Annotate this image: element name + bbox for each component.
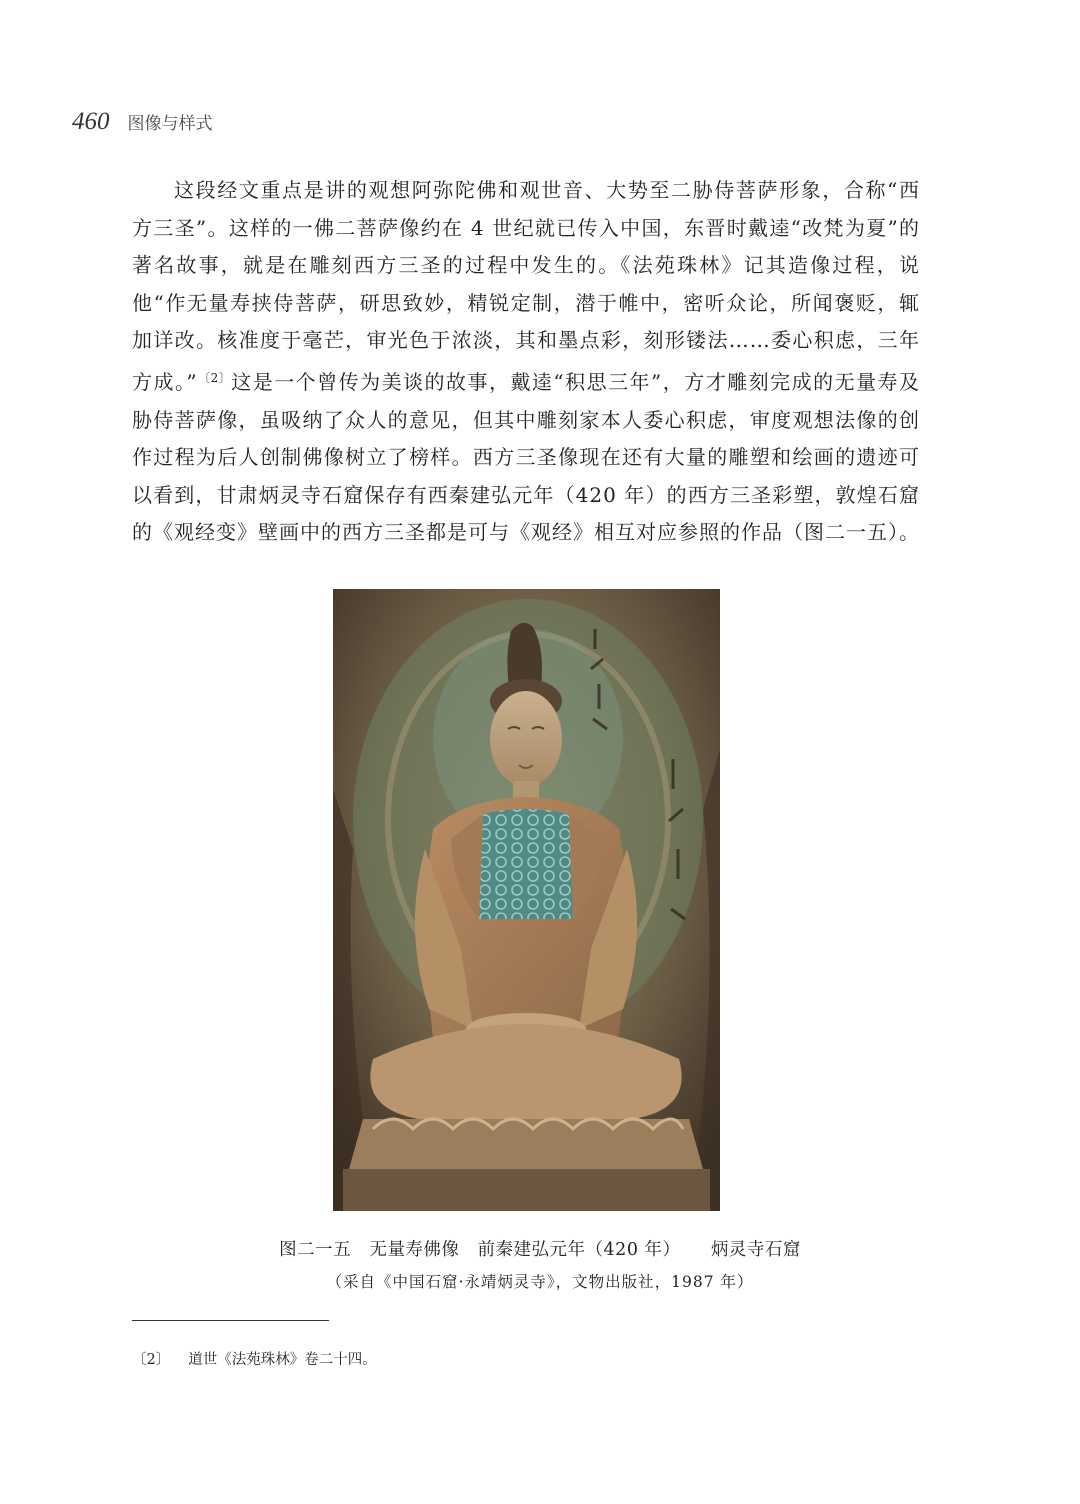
footnote-text: 道世《法苑珠林》卷二十四。 <box>188 1352 377 1368</box>
caption-number: 图二一五 <box>279 1240 352 1260</box>
body-text <box>132 172 920 552</box>
footnote-divider <box>132 1320 329 1321</box>
footnote-reference[interactable]: 〔2〕 <box>197 370 232 385</box>
paragraph-text: 这段经文重点是讲的观想阿弥陀佛和观世音、大势至二胁侍菩萨形象，合称“西方三圣”。这样的一佛二菩萨像约在 4 世纪就已传入中国，东晋时戴逵“改梵为夏”的著名故事，就是在雕刻西方三圣的过程中发生的。《法苑珠林》记其造像过程，说他“作无量寿挟侍菩萨，研思致妙，精锐定制，潜于帷中，密听众论，所闻褒贬，辄加详改。核准度于毫芒，审光色于浓淡，其和墨点彩，刻形镂法……委心积虑，三年方成。” <box>132 178 920 394</box>
figure-caption <box>0 1236 1080 1261</box>
running-head: 图像与样式 <box>127 114 213 134</box>
paragraph <box>132 172 920 552</box>
paragraph-text-continued: 这是一个曾传为美谈的故事，戴逵“积思三年”，方才雕刻完成的无量寿及胁侍菩萨像，虽吸纳了众人的意见，但其中雕刻家本人委心积虑，审度观想法像的创作过程为后人创制佛像树立了榜样。西方三圣像现在还有大量的雕塑和绘画的遗迹可以看到，甘肃炳灵寺石窟保存有西秦建弘元年（420 年）的西方三圣彩塑，敦煌石窟的《观经变》壁画中的西方三圣都是可与《观经》相互对应参照的作品（图二一五）。 <box>132 369 921 545</box>
figure-source: （采自《中国石窟·永靖炳灵寺》，文物出版社，1987 年） <box>326 1273 754 1291</box>
figure-image <box>333 589 720 1211</box>
page-header <box>72 108 213 136</box>
caption-location: 炳灵寺石窟 <box>710 1240 801 1260</box>
footnote-marker: 〔2〕 <box>132 1352 171 1368</box>
seated-buddha-statue-photo <box>333 589 720 1211</box>
page-number: 460 <box>72 108 110 135</box>
caption-title: 无量寿佛像 <box>369 1240 460 1260</box>
caption-period: 前秦建弘元年（420 年） <box>477 1240 681 1260</box>
footnote <box>132 1348 377 1369</box>
